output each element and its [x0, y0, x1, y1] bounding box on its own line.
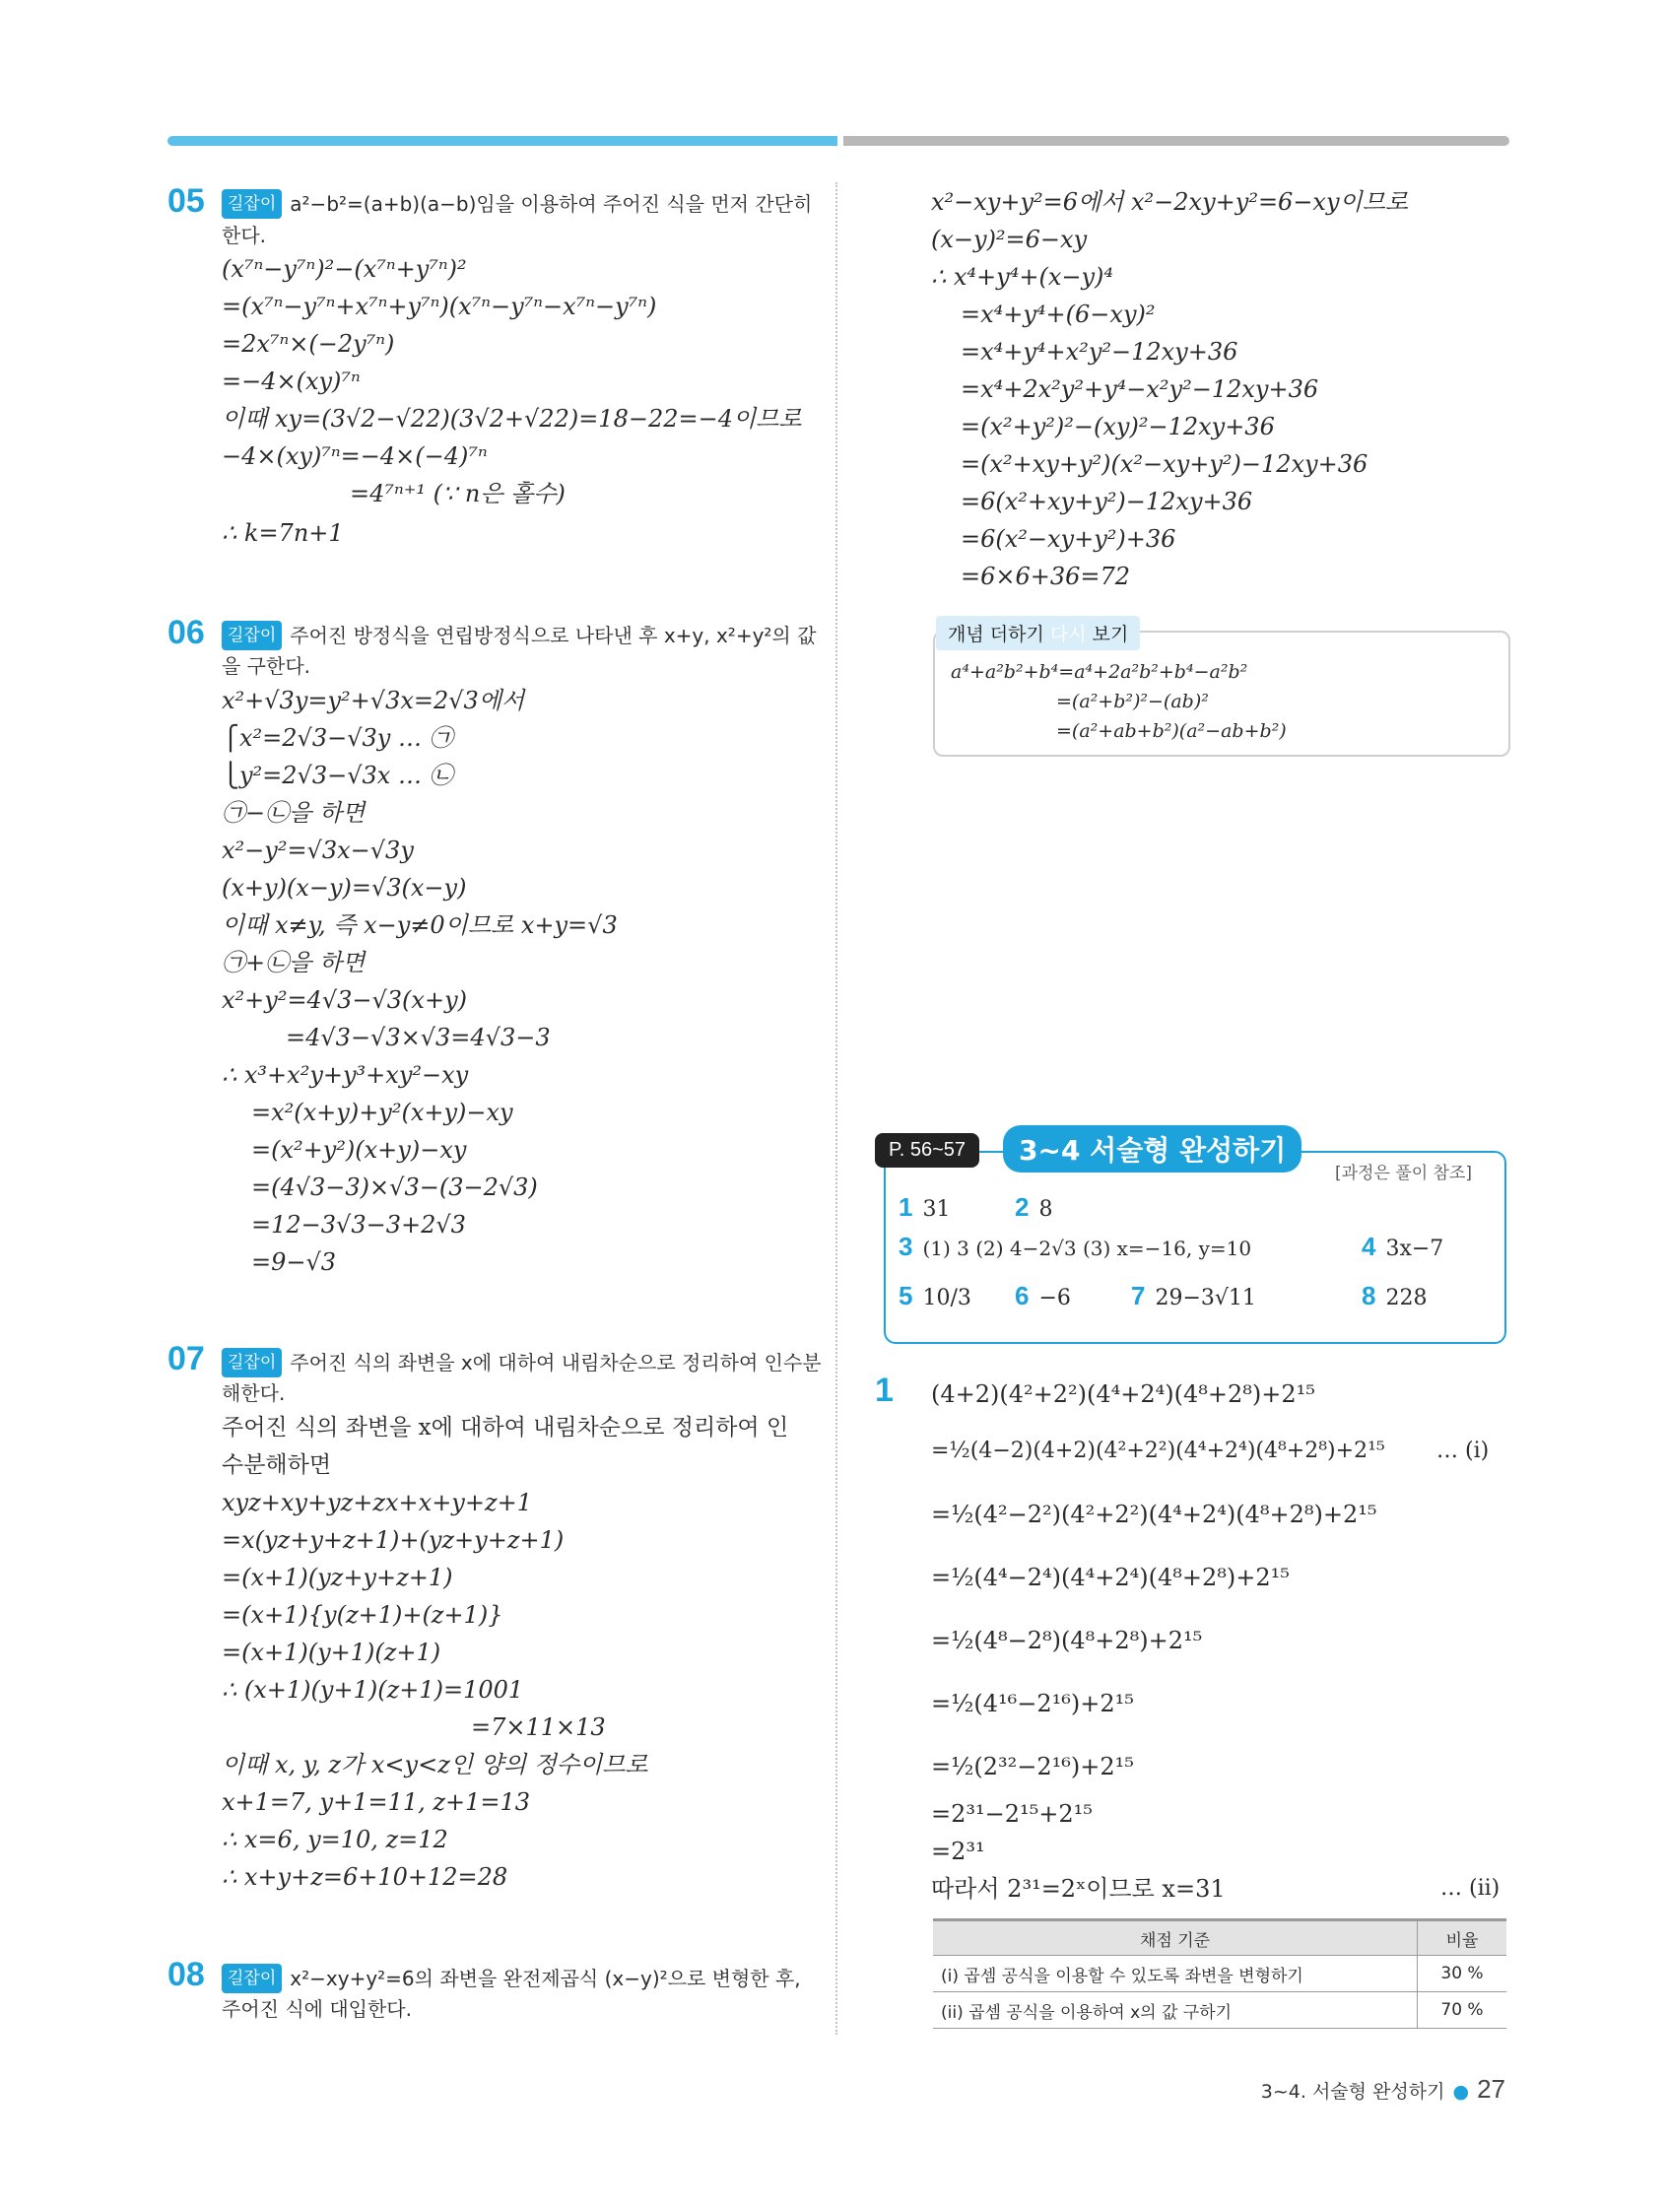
- math-line: =(x²+y²)²−(xy)²−12xy+36: [961, 413, 1275, 440]
- problem-number: 06: [167, 614, 205, 651]
- answer-item: 7 29−3√11: [1131, 1281, 1256, 1310]
- math-line: =6×6+36=72: [961, 563, 1131, 590]
- table-cell: (i) 곱셈 공식을 이용할 수 있도록 좌변을 변형하기: [933, 1956, 1418, 1992]
- math-line: =x²(x+y)+y²(x+y)−xy: [251, 1099, 513, 1126]
- math-line: −4×(xy)⁷ⁿ=−4×(−4)⁷ⁿ: [222, 442, 488, 470]
- math-line: =12−3√3−3+2√3: [251, 1211, 466, 1239]
- math-line: x²−y²=√3x−√3y: [222, 837, 414, 864]
- problem-number: 07: [167, 1340, 205, 1377]
- math-line: =½(4⁸−2⁸)(4⁸+2⁸)+2¹⁵: [931, 1627, 1203, 1654]
- math-line: =(x²+y²)(x+y)−xy: [251, 1136, 467, 1164]
- math-line: xyz+xy+yz+zx+x+y+z+1: [222, 1489, 532, 1516]
- math-line: 따라서 2³¹=2ˣ이므로 x=31: [931, 1875, 1226, 1903]
- math-line: =½(4−2)(4+2)(4²+2²)(4⁴+2⁴)(4⁸+2⁸)+2¹⁵: [931, 1439, 1385, 1463]
- math-line: ㉠−㉡을 하면: [222, 799, 366, 827]
- math-line: ⎧x²=2√3−√3y … ㉠: [222, 724, 453, 752]
- math-line: =(x²+xy+y²)(x²−xy+y²)−12xy+36: [961, 450, 1368, 478]
- math-line: =½(4²−2²)(4²+2²)(4⁴+2⁴)(4⁸+2⁸)+2¹⁵: [931, 1501, 1377, 1528]
- math-line: x²−xy+y²=6에서 x²−2xy+y²=6−xy이므로: [931, 188, 1409, 216]
- math-line: =(x+1){y(z+1)+(z+1)}: [222, 1601, 503, 1629]
- page-number: 27: [1477, 2074, 1505, 2104]
- math-line: =2³¹: [931, 1838, 985, 1865]
- math-line: =x⁴+2x²y²+y⁴−x²y²−12xy+36: [961, 375, 1319, 403]
- answer-item: 2 8: [1015, 1192, 1053, 1222]
- concept-line: =(a²+ab+b²)(a²−ab+b²): [1056, 720, 1287, 742]
- math-line: ∴ x=6, y=10, z=12: [222, 1826, 448, 1853]
- answer-item: 1 31: [899, 1192, 951, 1222]
- hint-tag: 길잡이: [222, 1348, 282, 1377]
- problem-number: 05: [167, 182, 205, 220]
- column-divider: [835, 182, 837, 2035]
- math-line: x²+y²=4√3−√3(x+y): [222, 986, 467, 1014]
- concept-title: 개념 더하기 다시 보기: [936, 616, 1140, 650]
- problem-hint-cont: 해한다.: [222, 1381, 286, 1405]
- math-line: =6(x²−xy+y²)+36: [961, 525, 1176, 553]
- math-line: =6(x²+xy+y²)−12xy+36: [961, 488, 1253, 515]
- math-line: x²+√3y=y²+√3x=2√3에서: [222, 687, 525, 714]
- math-line: ∴ k=7n+1: [222, 519, 344, 547]
- table-row: [933, 1992, 1506, 2029]
- hint-tag: 길잡이: [222, 1964, 282, 1993]
- hint-tag: 길잡이: [222, 189, 282, 219]
- table-cell: 30 %: [1418, 1956, 1507, 1992]
- scoring-table: [933, 1918, 1506, 2029]
- math-line: =(4√3−3)×√3−(3−2√3): [251, 1173, 538, 1201]
- table-cell: (ii) 곱셈 공식을 이용하여 x의 값 구하기: [933, 1992, 1418, 2029]
- answer-title: 3~4 서술형 완성하기: [1003, 1125, 1301, 1173]
- math-line: 이때 xy=(3√2−√22)(3√2+√22)=18−22=−4이므로: [222, 405, 802, 433]
- math-line: =4√3−√3×√3=4√3−3: [286, 1024, 551, 1051]
- answer-note: [과정은 풀이 참조]: [1335, 1164, 1473, 1183]
- math-line: =½(4⁴−2⁴)(4⁴+2⁴)(4⁸+2⁸)+2¹⁵: [931, 1564, 1290, 1591]
- math-line: =(x+1)(y+1)(z+1): [222, 1639, 441, 1666]
- math-line: =(x⁷ⁿ−y⁷ⁿ+x⁷ⁿ+y⁷ⁿ)(x⁷ⁿ−y⁷ⁿ−x⁷ⁿ−y⁷ⁿ): [222, 293, 657, 320]
- answer-item: 6 −6: [1015, 1281, 1071, 1310]
- math-line: 이때 x≠y, 즉 x−y≠0이므로 x+y=√3: [222, 911, 618, 939]
- step-mark: … (ii): [1440, 1876, 1501, 1901]
- math-line: (x⁷ⁿ−y⁷ⁿ)²−(x⁷ⁿ+y⁷ⁿ)²: [222, 255, 467, 283]
- math-line: ㉠+㉡을 하면: [222, 949, 366, 976]
- solution-number: 1: [875, 1372, 894, 1409]
- math-line: =(x+1)(yz+y+z+1): [222, 1564, 453, 1591]
- problem-hint-cont: 한다.: [222, 224, 266, 247]
- math-line: =7×11×13: [471, 1713, 606, 1741]
- problem-hint: 길잡이 주어진 식의 좌변을 x에 대하여 내림차순으로 정리하여 인수분: [222, 1348, 822, 1377]
- math-line: ∴ x³+x²y+y³+xy²−xy: [222, 1061, 469, 1089]
- answer-item: 4 3x−7: [1362, 1232, 1444, 1261]
- math-line: ∴ (x+1)(y+1)(z+1)=1001: [222, 1676, 524, 1704]
- problem-hint: 길잡이 주어진 방정식을 연립방정식으로 나타낸 후 x+y, x²+y²의 값: [222, 621, 816, 650]
- answer-item: 5 10/3: [899, 1281, 971, 1310]
- math-line: =4⁷ⁿ⁺¹ (∵ n은 홀수): [350, 480, 566, 507]
- step-mark: … (i): [1436, 1439, 1490, 1463]
- header-bar-left: [167, 136, 837, 146]
- problem-hint: 길잡이 x²−xy+y²=6의 좌변을 완전제곱식 (x−y)²으로 변형한 후,: [222, 1964, 801, 1993]
- math-line: =x(yz+y+z+1)+(yz+y+z+1): [222, 1526, 565, 1554]
- table-header: 비율: [1418, 1920, 1507, 1956]
- math-line: =−4×(xy)⁷ⁿ: [222, 368, 361, 395]
- math-line: =2x⁷ⁿ×(−2y⁷ⁿ): [222, 330, 395, 358]
- page-range-tag: P. 56~57: [875, 1133, 979, 1168]
- math-line: =2³¹−2¹⁵+2¹⁵: [931, 1800, 1093, 1828]
- problem-hint-cont: 을 구한다.: [222, 654, 310, 678]
- answer-item: 8 228: [1362, 1281, 1428, 1310]
- header-bar-right: [843, 136, 1509, 146]
- math-line: 수분해하면: [222, 1452, 332, 1478]
- table-header: 채점 기준: [933, 1920, 1418, 1956]
- concept-line: a⁴+a²b²+b⁴=a⁴+2a²b²+b⁴−a²b²: [951, 661, 1248, 683]
- problem-hint-cont: 주어진 식에 대입한다.: [222, 1997, 412, 2021]
- answer-item: 3 (1) 3 (2) 4−2√3 (3) x=−16, y=10: [899, 1232, 1252, 1261]
- math-line: =½(4¹⁶−2¹⁶)+2¹⁵: [931, 1690, 1134, 1717]
- concept-line: =(a²+b²)²−(ab)²: [1056, 691, 1209, 712]
- math-line: (4+2)(4²+2²)(4⁴+2⁴)(4⁸+2⁸)+2¹⁵: [931, 1380, 1315, 1408]
- math-line: x+1=7, y+1=11, z+1=13: [222, 1788, 531, 1816]
- table-row: [933, 1956, 1506, 1992]
- math-line: =x⁴+y⁴+x²y²−12xy+36: [961, 338, 1238, 366]
- math-line: (x−y)²=6−xy: [931, 226, 1088, 253]
- table-cell: 70 %: [1418, 1992, 1507, 2029]
- math-line: 주어진 식의 좌변을 x에 대하여 내림차순으로 정리하여 인: [222, 1415, 789, 1441]
- math-line: ⎩y²=2√3−√3x … ㉡: [222, 762, 453, 789]
- math-line: 이때 x, y, z가 x<y<z인 양의 정수이므로: [222, 1751, 648, 1778]
- page-footer: [1261, 2074, 1505, 2105]
- problem-hint: 길잡이 a²−b²=(a+b)(a−b)임을 이용하여 주어진 식을 먼저 간단히: [222, 189, 812, 219]
- math-line: ∴ x+y+z=6+10+12=28: [222, 1863, 508, 1891]
- problem-number: 08: [167, 1956, 205, 1993]
- math-line: ∴ x⁴+y⁴+(x−y)⁴: [931, 263, 1114, 291]
- math-line: =x⁴+y⁴+(6−xy)²: [961, 301, 1156, 328]
- bullet-icon: ●: [1452, 2081, 1470, 2103]
- math-line: =½(2³²−2¹⁶)+2¹⁵: [931, 1753, 1134, 1780]
- hint-tag: 길잡이: [222, 621, 282, 650]
- section-title: 3~4. 서술형 완성하기: [1260, 2081, 1445, 2103]
- math-line: =9−√3: [251, 1248, 337, 1276]
- math-line: (x+y)(x−y)=√3(x−y): [222, 874, 467, 902]
